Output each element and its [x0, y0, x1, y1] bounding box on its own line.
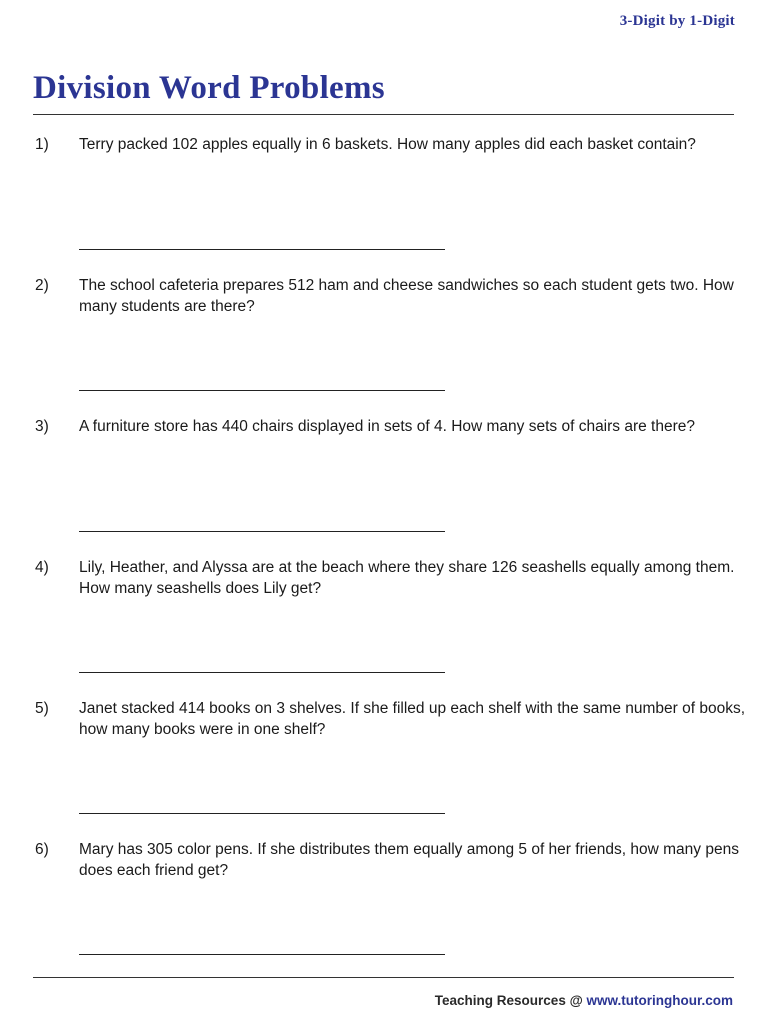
answer-line-3[interactable] — [79, 531, 445, 532]
footer-site-link[interactable]: www.tutoringhour.com — [586, 993, 733, 1008]
problem-text: Mary has 305 color pens. If she distributes them equally among 5 of her friends, how many pens does each friend get? — [79, 841, 739, 879]
problem-text: The school cafeteria prepares 512 ham and cheese sandwiches so each student gets two. How many students are there? — [79, 277, 734, 315]
title-divider — [33, 114, 734, 115]
footer-credit — [435, 993, 733, 1008]
footer-label: Teaching Resources @ — [434, 993, 587, 1008]
page-title: Division Word Problems — [33, 70, 385, 106]
answer-line-4[interactable] — [79, 672, 445, 673]
problem-number: 4) — [35, 559, 49, 576]
problem-text: Terry packed 102 apples equally in 6 baskets. How many apples did each basket contain? — [79, 136, 696, 153]
problem-number: 5) — [35, 700, 49, 717]
problem-text: A furniture store has 440 chairs displayed in sets of 4. How many sets of chairs are there? — [79, 418, 696, 435]
footer-divider — [33, 977, 734, 978]
problem-number: 6) — [35, 841, 49, 858]
answer-line-5[interactable] — [79, 813, 445, 814]
problem-number: 2) — [35, 277, 49, 294]
problem-text: Janet stacked 414 books on 3 shelves. If she filled up each shelf with the same number of books, how many books were in one shelf? — [79, 700, 746, 738]
problem-number: 1) — [35, 136, 49, 153]
worksheet-subtitle: 3-Digit by 1-Digit — [619, 13, 735, 29]
answer-line-2[interactable] — [79, 390, 445, 391]
answer-line-6[interactable] — [79, 954, 445, 955]
problem-text: Lily, Heather, and Alyssa are at the beach where they share 126 seashells equally among them. How many seashells does Lily get? — [79, 559, 735, 597]
answer-line-1[interactable] — [79, 249, 445, 250]
problem-number: 3) — [35, 418, 49, 435]
